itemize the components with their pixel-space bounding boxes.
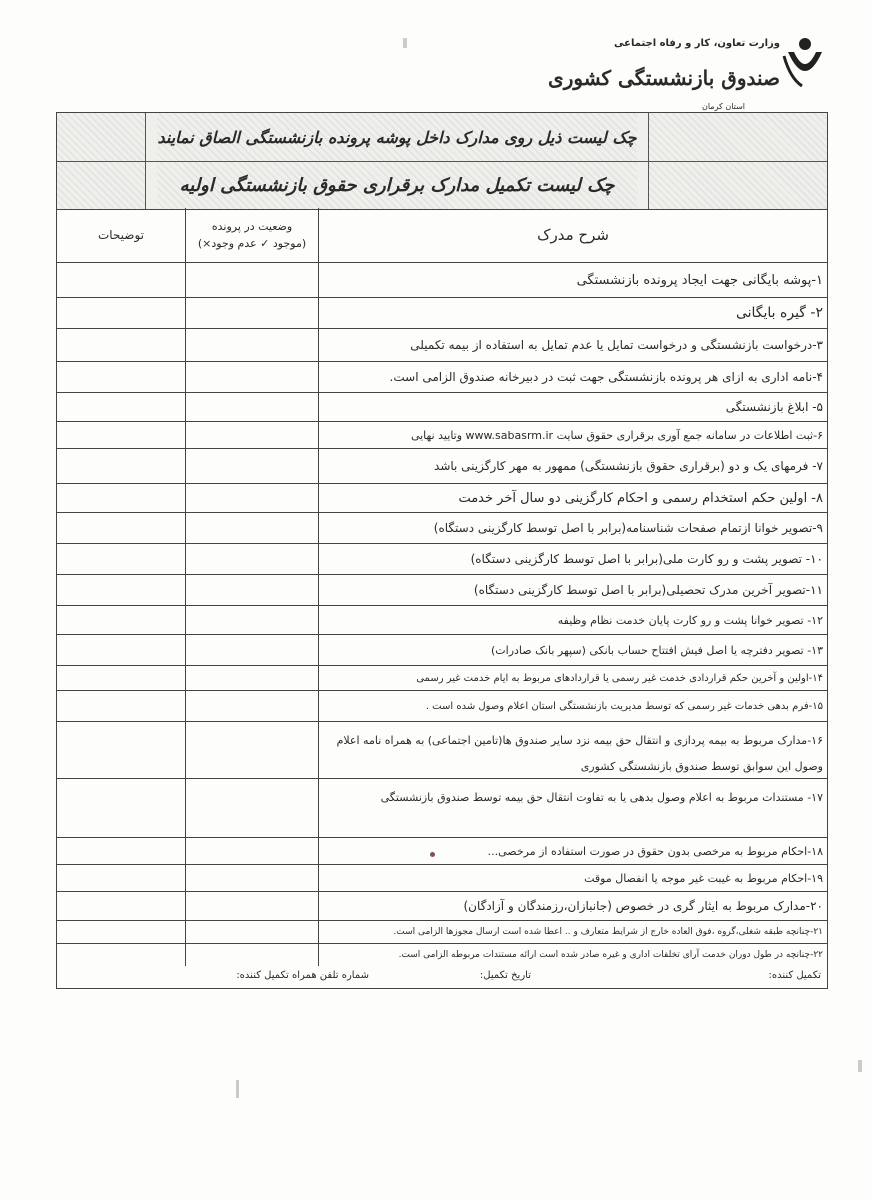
column-notes: توضیحات — [97, 228, 145, 242]
table-row — [57, 484, 827, 513]
row-status-cell[interactable] — [185, 666, 319, 690]
row-status-cell[interactable] — [185, 422, 319, 448]
column-status — [185, 208, 319, 262]
row-status-cell[interactable] — [185, 484, 319, 512]
row-notes-cell[interactable] — [57, 691, 185, 721]
table-row — [57, 722, 827, 779]
header-cell-right — [648, 113, 827, 161]
row-description: ۸- اولین حکم استخدام رسمی و احکام کارگزینی دو سال آخر خدمت — [458, 490, 823, 506]
row-notes-cell[interactable] — [57, 513, 185, 543]
row-description: ۲- گیره بایگانی — [735, 305, 823, 321]
row-description: ۲۲-چنانچه در طول دوران خدمت آرای تخلفات اداری و غیره صادر شده است ارائه مستندات مربوطه الزامی است. — [398, 950, 823, 960]
row-status-cell[interactable] — [185, 865, 319, 891]
row-status-cell[interactable] — [185, 544, 319, 574]
row-notes-cell[interactable] — [57, 779, 185, 837]
completion-date-label: تاریخ تکمیل: — [479, 970, 531, 981]
table-row — [57, 691, 827, 722]
table-row — [57, 513, 827, 544]
checklist-table — [56, 208, 828, 989]
branch-name: استان کرمان — [701, 102, 745, 111]
row-notes-cell[interactable] — [57, 838, 185, 864]
row-status-cell[interactable] — [185, 263, 319, 297]
table-row — [57, 362, 827, 393]
completer-label: تکمیل کننده: — [768, 970, 821, 981]
column-status-title: وضعیت در پرونده — [211, 220, 293, 233]
row-status-cell[interactable] — [185, 722, 319, 778]
row-description: ۱۲- تصویر خوانا پشت و رو کارت پایان خدمت نظام وظیفه — [557, 613, 823, 627]
row-description: ۱۹-احکام مربوط به غیبت غیر موجه یا انفصال موقت — [584, 871, 823, 885]
header-cell-left-2 — [57, 161, 146, 209]
table-row — [57, 329, 827, 362]
row-description: ۱۶-مدارک مربوط به بیمه پردازی و انتقال حق بیمه نزد سایر صندوق ها(تامین اجتماعی) به همراه نامه اعلام وصول این سوابق توسط صندوق بازنشستگی کشوری — [336, 734, 823, 773]
header-cell-left — [57, 113, 146, 161]
ministry-name: وزارت تعاون، کار و رفاه اجتماعی — [614, 38, 780, 49]
row-description: ۱-پوشه بایگانی جهت ایجاد پرونده بازنشستگی — [576, 272, 823, 288]
row-notes-cell[interactable] — [57, 865, 185, 891]
row-status-cell[interactable] — [185, 329, 319, 361]
table-row — [57, 779, 827, 838]
column-description: شرح مدرک — [537, 226, 609, 244]
table-row — [57, 606, 827, 635]
row-notes-cell[interactable] — [57, 484, 185, 512]
row-notes-cell[interactable] — [57, 892, 185, 920]
row-status-cell[interactable] — [185, 838, 319, 864]
footer-row — [57, 966, 827, 988]
row-status-cell[interactable] — [185, 635, 319, 665]
header-title-2: چک لیست تکمیل مدارک برقراری حقوق بازنشستگی اولیه — [157, 161, 637, 209]
row-status-cell[interactable] — [185, 513, 319, 543]
organization-logo — [548, 10, 840, 120]
row-status-cell[interactable] — [185, 298, 319, 328]
row-notes-cell[interactable] — [57, 544, 185, 574]
completer-phone-label: شماره تلفن همراه تکمیل کننده: — [236, 970, 369, 981]
row-description: ۱۰- تصویر پشت و رو کارت ملی(برابر با اصل توسط کارگزینی دستگاه) — [470, 552, 823, 566]
emblem-icon — [780, 30, 830, 90]
header-cell-right-2 — [648, 161, 827, 209]
row-description: ۱۳- تصویر دفترچه یا اصل فیش افتتاح حساب بانکی (سپهر بانک صادرات) — [491, 643, 823, 657]
header-row-1 — [57, 113, 827, 162]
table-row — [57, 666, 827, 691]
scan-speck — [403, 38, 407, 48]
row-notes-cell[interactable] — [57, 921, 185, 943]
row-description: ۱۱-تصویر آخرین مدرک تحصیلی(برابر با اصل توسط کارگزینی دستگاه) — [473, 583, 823, 597]
row-status-cell[interactable] — [185, 575, 319, 605]
row-notes-cell[interactable] — [57, 263, 185, 297]
row-status-cell[interactable] — [185, 606, 319, 634]
scan-speck — [858, 1060, 862, 1072]
row-notes-cell[interactable] — [57, 635, 185, 665]
column-status-legend: (موجود ✓ عدم وجود×) — [197, 237, 307, 250]
table-row — [57, 544, 827, 575]
row-status-cell[interactable] — [185, 944, 319, 966]
table-row — [57, 921, 827, 944]
checklist-header — [56, 112, 828, 210]
row-notes-cell[interactable] — [57, 449, 185, 483]
row-description: ۱۷- مستندات مربوط به اعلام وصول بدهی یا به تفاوت انتقال حق بیمه توسط صندوق بازنشستگی — [380, 791, 823, 804]
row-status-cell[interactable] — [185, 892, 319, 920]
table-row — [57, 865, 827, 892]
header-row-2 — [57, 161, 827, 209]
table-row — [57, 422, 827, 449]
row-notes-cell[interactable] — [57, 329, 185, 361]
scan-speck — [236, 1080, 239, 1098]
table-row — [57, 298, 827, 329]
row-status-cell[interactable] — [185, 691, 319, 721]
table-body — [57, 263, 827, 966]
table-row — [57, 449, 827, 484]
row-status-cell[interactable] — [185, 362, 319, 392]
row-description: ۲۱-چنانچه طبقه شغلی،گروه ،فوق العاده خارج از شرایط متعارف و .. اعطا شده است ارسال مجوزها الزامی است. — [393, 927, 823, 937]
row-notes-cell[interactable] — [57, 666, 185, 690]
row-description: ۳-درخواست بازنشستگی و درخواست تمایل یا عدم تمایل به استفاده از بیمه تکمیلی — [410, 338, 823, 352]
table-row — [57, 393, 827, 422]
row-status-cell[interactable] — [185, 449, 319, 483]
row-description: ۲۰-مدارک مربوط به ایثار گری در خصوص (جانبازان،رزمندگان و آزادگان) — [463, 899, 823, 913]
table-row — [57, 263, 827, 298]
ink-dot — [430, 852, 435, 857]
table-row — [57, 944, 827, 966]
row-status-cell[interactable] — [185, 393, 319, 421]
row-status-cell[interactable] — [185, 921, 319, 943]
row-notes-cell[interactable] — [57, 606, 185, 634]
table-header-row — [57, 208, 827, 263]
row-description: ۹-تصویر خوانا ازتمام صفحات شناسنامه(برابر با اصل توسط کارگزینی دستگاه) — [433, 521, 823, 535]
row-description: ۷- فرمهای یک و دو (برقراری حقوق بازنشستگی) ممهور به مهر کارگزینی باشد — [434, 459, 823, 473]
table-row — [57, 892, 827, 921]
row-description: ۱۵-فرم بدهی خدمات غیر رسمی که توسط مدیریت بازنشستگی استان اعلام وصول شده است . — [425, 700, 823, 712]
fund-name: صندوق بازنشستگی کشوری — [548, 66, 780, 90]
row-notes-cell[interactable] — [57, 722, 185, 778]
header-title-1: چک لیست ذیل روی مدارک داخل پوشه پرونده بازنشستگی الصاق نمایند — [157, 113, 637, 161]
row-description: ۱۸-احکام مربوط به مرخصی بدون حقوق در صورت استفاده از مرخصی... — [487, 844, 823, 858]
row-notes-cell[interactable] — [57, 362, 185, 392]
table-row — [57, 635, 827, 666]
row-notes-cell[interactable] — [57, 944, 185, 966]
row-description: ۵- ابلاغ بازنشستگی — [725, 400, 823, 414]
row-notes-cell[interactable] — [57, 575, 185, 605]
row-notes-cell[interactable] — [57, 422, 185, 448]
row-description: ۶-ثبت اطلاعات در سامانه جمع آوری برقراری حقوق سایت www.sabasrm.ir وتایید نهایی — [410, 428, 823, 442]
table-row — [57, 838, 827, 865]
row-notes-cell[interactable] — [57, 298, 185, 328]
row-notes-cell[interactable] — [57, 393, 185, 421]
row-status-cell[interactable] — [185, 779, 319, 837]
table-row — [57, 575, 827, 606]
row-description: ۱۴-اولین و آخرین حکم قراردادی خدمت غیر رسمی یا قراردادهای مربوط به ایام خدمت غیر رسمی — [416, 672, 823, 684]
row-description: ۴-نامه اداری به ازای هر پرونده بازنشستگی جهت ثبت در دبیرخانه صندوق الزامی است. — [389, 370, 823, 384]
